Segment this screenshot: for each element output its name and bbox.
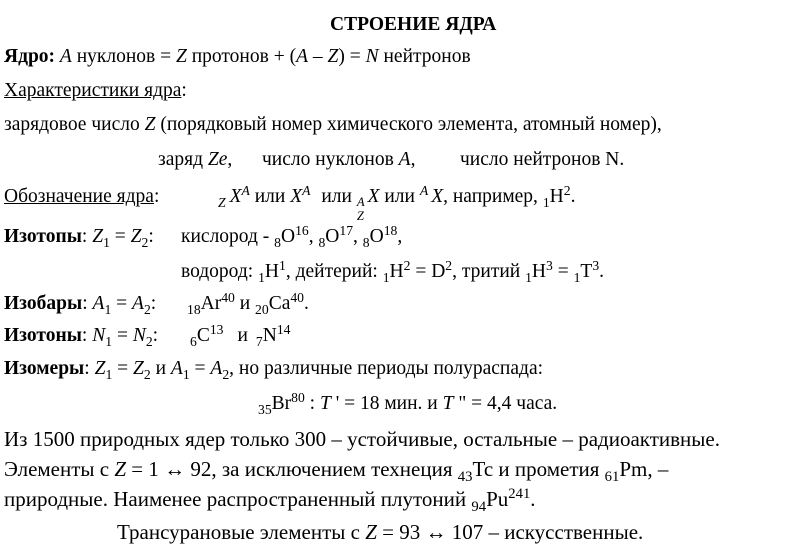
paragraph-line-3: природные. Наименее распространенный плутоний $_{94}Pu^{241}$. xyxy=(4,485,536,516)
isobars-line: Изобары: $A_1 = A_2$: xyxy=(4,293,157,317)
isotones-example: $_6C^{13}$ и $_7N^{14}$ xyxy=(190,321,291,349)
notation-forms: $_Z$ $X^A$ или $X^A$ или A Z X или $^A$ X, например, $_1H^2$. xyxy=(218,182,576,223)
nucleus-label: Ядро: xyxy=(4,46,56,67)
isobars-label: Изобары xyxy=(4,293,83,314)
nucleon-count: число нуклонов A, xyxy=(262,149,416,170)
hydrogen-isotopes: водород: $_1H^1$, дейтерий: $_1H^2 = D^2$, тритий $_1H^3 = _1T^3$. xyxy=(181,257,605,285)
characteristics-heading: Характеристики ядра: xyxy=(4,80,187,101)
nucleus-definition: Ядро: A нуклонов = Z протонов + (A – Z) = N нейтронов xyxy=(4,46,471,67)
isobars-example: $_{18}Ar^{40}$ и $_{20}Ca^{40}$. xyxy=(187,289,309,317)
paragraph-line-2: Элементы с Z = 1 ↔ 92, за исключением технеция $_{43}$Tc и прометия $_{61}$Pm, – xyxy=(4,457,669,486)
isotones-line: Изотоны: $N_1 = N_2$: xyxy=(4,325,159,349)
neutron-count: число нейтронов N. xyxy=(460,149,625,170)
isomers-example: $_{35}Br^{80}$ : T ' = 18 мин. и T " = 4,4 часа. xyxy=(258,389,558,417)
isotopes-line: Изотопы: $Z_1 = Z_2$: xyxy=(4,226,154,250)
isomers-line: Изомеры: $Z_1 = Z_2$ и $A_1 = A_2$, но различные периоды полураспада: xyxy=(4,358,544,382)
charge-number-line: зарядовое число Z (порядковый номер химического элемента, атомный номер), xyxy=(4,114,662,135)
charge-line: заряд Ze, xyxy=(158,149,233,170)
paragraph-line-4: Трансурановые элементы с Z = 93 ↔ 107 – искусственные. xyxy=(117,520,644,544)
oxygen-isotopes: кислород - $_8O^{16}$, $_8O^{17}$, $_8O^{18}$, xyxy=(181,222,403,250)
page-title: СТРОЕНИЕ ЯДРА xyxy=(330,14,497,35)
paragraph-line-1: Из 1500 природных ядер только 300 – устойчивые, остальные – радиоактивные. xyxy=(4,427,720,451)
isotopes-label: Изотопы xyxy=(4,226,82,247)
isomers-label: Изомеры xyxy=(4,358,85,379)
isotones-label: Изотоны xyxy=(4,325,82,346)
notation-label: Обозначение ядра: xyxy=(4,186,160,207)
